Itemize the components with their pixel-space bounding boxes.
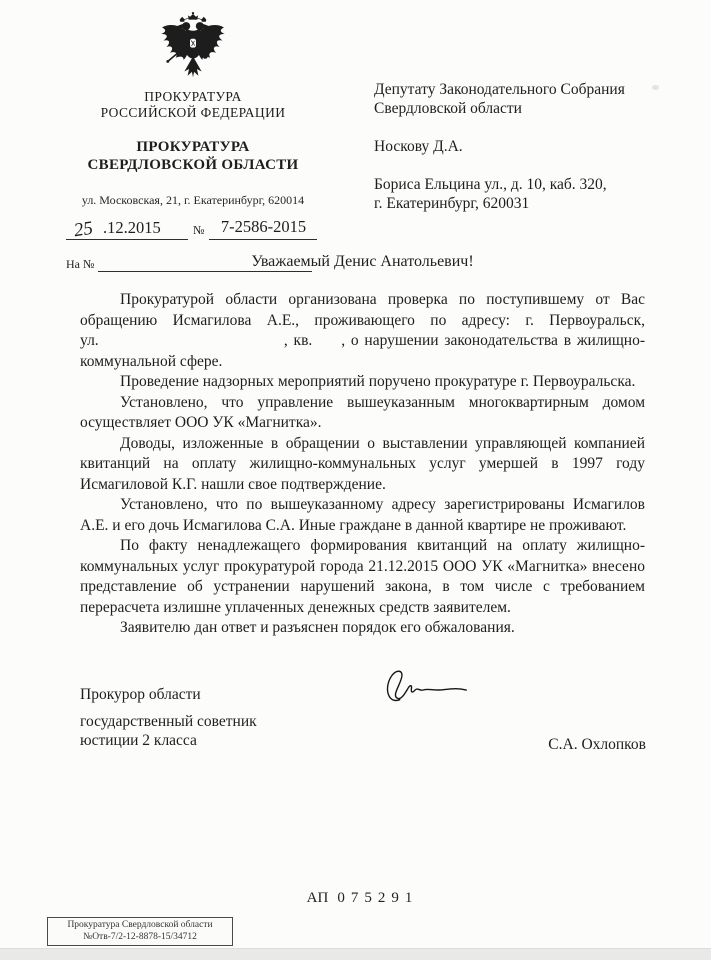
letterhead [40,10,346,272]
body-paragraph: Заявителю дан ответ и разъяснен порядок его обжалования. [120,619,515,636]
signer-rank-line2: юстиции 2 класса [80,731,197,749]
blank-form-number [0,890,711,907]
body-paragraph: По факту ненадлежащего формирования квитанций на оплату жилищно-коммунальных услуг прокуратурой города 21.12.2015 ООО УК «Магнитка» внесено представление об устранении нарушений закона, в том числе с требованием перерасчета излишне уплаченных денежных средств заявителем. [80,537,645,616]
date-printed: .12.2015 [103,218,161,237]
body-paragraph: Установлено, что управление вышеуказанным многоквартирным домом осуществляет ООО УК «Магнитка». [80,393,645,431]
body-paragraph: Установлено, что по вышеуказанному адресу зарегистрированы Исмагилов А.Е. и его дочь Исмагилова С.А. Иные граждане в данной квартире не проживают. [80,496,645,534]
signer-title: Прокурор области [80,686,201,703]
recipient-line: Носкову Д.А. [374,138,463,155]
recipient-line: Свердловской области [374,100,522,117]
recipient-line [374,118,680,137]
recipient-line: Депутату Законодательного Собрания [374,81,625,98]
document-number: 7-2586-2015 [209,217,317,240]
handwritten-day: 25 [72,217,95,242]
org-federal-name [40,89,346,121]
registration-stamp-box [47,917,233,946]
letterhead-address: ул. Московская, 21, г. Екатеринбург, 620014 [81,193,305,207]
reference-label: На № [66,257,95,271]
date-field [66,218,188,240]
signature-icon [376,662,476,710]
registration-number: №Отв-7/2-12-8878-15/34712 [83,931,197,942]
org-regional-line1: ПРОКУРАТУРА [136,139,250,155]
signer-rank-line1: государственный советник [80,713,257,730]
org-federal-line1: ПРОКУРАТУРА [144,89,242,104]
signer-name: С.А. Охлопков [548,736,646,753]
blank-form-digits: 075291 [337,890,419,906]
recipient-line: г. Екатеринбург, 620031 [374,195,530,212]
org-regional-name [40,138,346,174]
org-federal-line2: РОССИЙСКОЙ ФЕДЕРАЦИИ [100,105,286,120]
recipient-line: Бориса Ельцина ул., д. 10, каб. 320, [374,176,607,193]
scan-artifact [652,85,659,90]
org-regional-line2: СВЕРДЛОВСКОЙ ОБЛАСТИ [87,157,299,173]
recipient-line [374,156,680,175]
body-paragraph: Проведение надзорных мероприятий поручено прокуратуре г. Первоуральска. [120,373,636,390]
letter-body [80,290,645,639]
scan-edge-artifact [0,948,711,960]
signer-rank [80,713,257,750]
recipient-block [374,80,680,213]
russia-coat-of-arms-icon [157,10,229,84]
date-number-row [66,217,346,240]
blank-form-prefix: АП [306,890,329,906]
salutation: Уважаемый Денис Анатольевич! [251,253,474,270]
number-sign: № [193,223,205,237]
registration-org: Прокуратура Свердловской области [67,920,213,930]
body-paragraph: Доводы, изложенные в обращении о выставлении управляющей компанией квитанций на оплату жилищно-коммунальных услуг умершей в 1997 году Исмагиловой К.Г. нашли свое подтверждение. [80,434,645,493]
body-paragraph: Прокуратурой области организована проверка по поступившему от Вас обращению Исмагилова А.Е., проживающего по адресу: г. Первоуральск, ул. , кв. , о нарушении законодательства в жилищно-коммунальной сфере. [80,291,645,370]
